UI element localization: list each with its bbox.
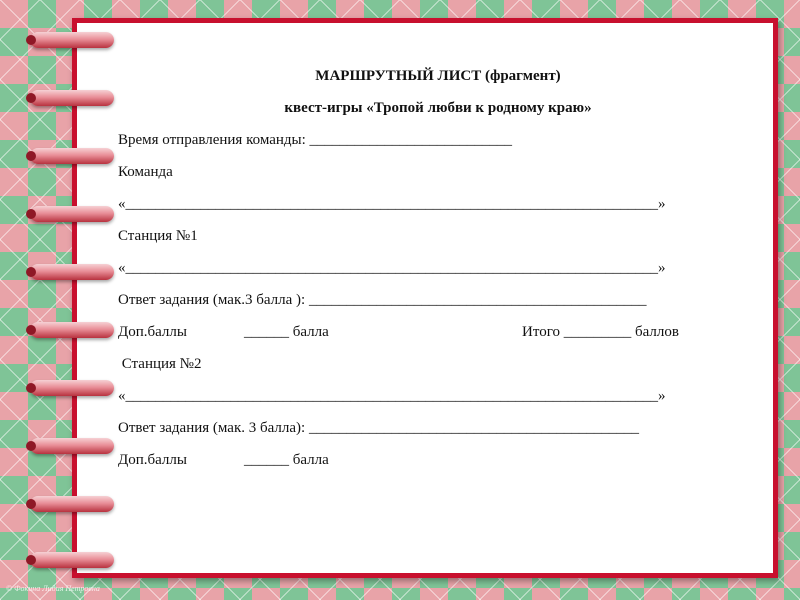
bonus-value-field: ______ балла bbox=[244, 324, 329, 340]
bonus-value-field-2: ______ балла bbox=[244, 452, 329, 468]
spiral-ring bbox=[30, 148, 114, 164]
spiral-ring bbox=[30, 552, 114, 568]
team-label: Команда bbox=[118, 164, 173, 180]
spiral-ring bbox=[30, 264, 114, 280]
departure-time-field: Время отправления команды: ___________________________ bbox=[118, 132, 513, 148]
bonus-row bbox=[118, 316, 758, 348]
bonus-row-2 bbox=[118, 444, 758, 476]
bonus-label-2: Доп.баллы bbox=[118, 452, 187, 468]
station-1-label: Станция №1 bbox=[118, 228, 198, 244]
total-field: Итого _________ баллов bbox=[522, 324, 679, 340]
spiral-ring bbox=[30, 496, 114, 512]
spiral-ring bbox=[30, 32, 114, 48]
document-title: МАРШРУТНЫЙ ЛИСТ (фрагмент) bbox=[315, 68, 561, 84]
station-2-name-field: «_______________________________________________________________________» bbox=[118, 388, 666, 404]
author-watermark: © Фокина Лидия Петровна bbox=[6, 584, 100, 593]
bonus-label: Доп.баллы bbox=[118, 324, 187, 340]
station-1-answer-field: Ответ задания (мак.3 балла ): _____________________________________________ bbox=[118, 292, 647, 308]
route-sheet bbox=[118, 60, 758, 476]
spiral-ring bbox=[30, 322, 114, 338]
document-subtitle: квест-игры «Тропой любви к родному краю» bbox=[284, 100, 592, 116]
station-2-label: Станция №2 bbox=[118, 356, 202, 372]
station-2-answer-field: Ответ задания (мак. 3 балла): ____________________________________________ bbox=[118, 420, 639, 436]
team-name-field: «_______________________________________________________________________» bbox=[118, 196, 666, 212]
spiral-ring bbox=[30, 90, 114, 106]
spiral-ring bbox=[30, 438, 114, 454]
station-1-name-field: «_______________________________________________________________________» bbox=[118, 260, 666, 276]
spiral-ring bbox=[30, 380, 114, 396]
spiral-ring bbox=[30, 206, 114, 222]
